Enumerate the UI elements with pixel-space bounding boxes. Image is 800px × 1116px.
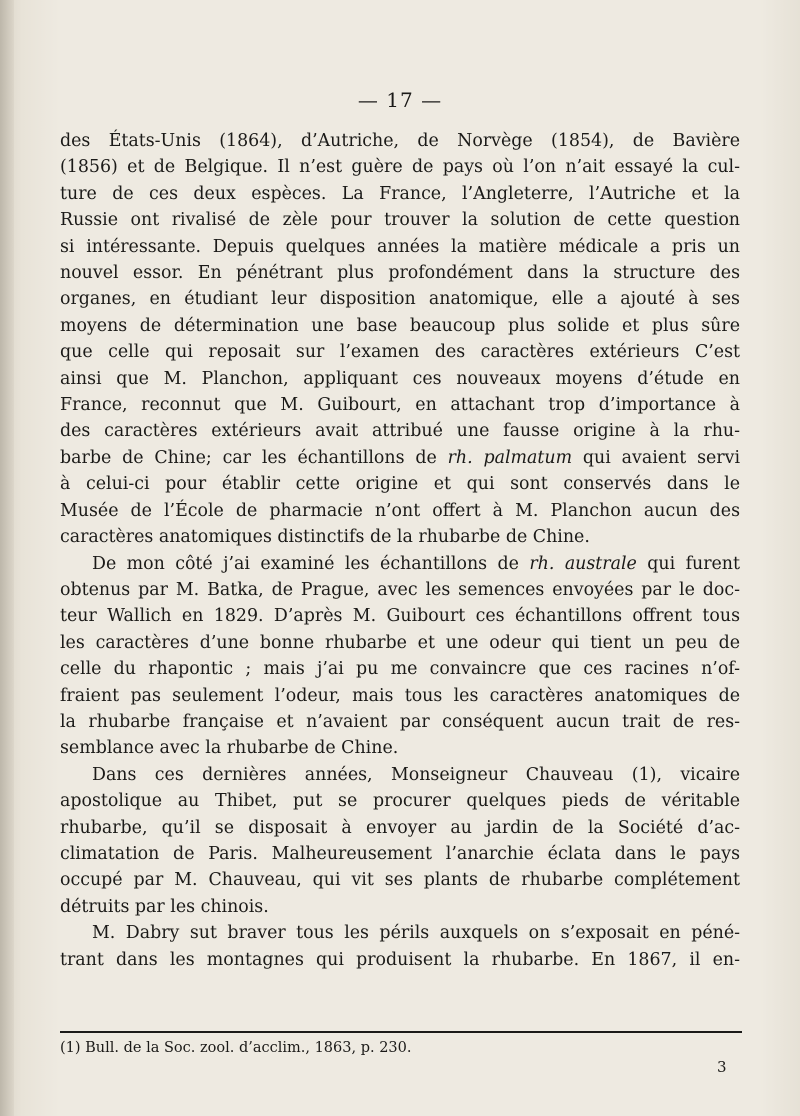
text-line: détruits par les chinois. bbox=[60, 896, 269, 917]
text-line: moyens de détermination une base beaucoup plus solide et plus sûre bbox=[60, 315, 740, 336]
text-line: celle du rhapontic ; mais j’ai pu me convaincre que ces racines n’of- bbox=[60, 659, 740, 680]
text-line: que celle qui reposait sur l’examen des caractères extérieurs C’est bbox=[60, 342, 740, 363]
text-line: trant dans les montagnes qui produisent la rhubarbe. En 1867, il en- bbox=[60, 949, 740, 970]
text-line: France, reconnut que M. Guibourt, en attachant trop d’importance à bbox=[60, 395, 740, 416]
footnote: (1) Bull. de la Soc. zool. d’acclim., 1863, p. 230. bbox=[60, 1040, 412, 1056]
species-name: rh. palmatum bbox=[447, 447, 573, 468]
text-line: des États-Unis (1864), d’Autriche, de Norvège (1854), de Bavière bbox=[60, 131, 740, 151]
text-line: caractères anatomiques distinctifs de la rhubarbe de Chine. bbox=[60, 527, 590, 548]
body-text bbox=[60, 128, 740, 973]
signature-mark: 3 bbox=[717, 1058, 727, 1076]
text-line: Dans ces dernières années, Monseigneur Chauveau (1), vicaire bbox=[92, 764, 740, 785]
text-line bbox=[60, 445, 740, 471]
text-line: obtenus par M. Batka, de Prague, avec les semences envoyées par le doc- bbox=[60, 579, 740, 600]
text-segment: qui furent bbox=[636, 553, 741, 574]
text-line: teur Wallich en 1829. D’après M. Guibourt ces échantillons offrent tous bbox=[60, 606, 740, 627]
text-line: M. Dabry sut braver tous les périls auxquels on s’exposait en péné- bbox=[92, 923, 740, 944]
text-line: ainsi que M. Planchon, appliquant ces nouveaux moyens d’étude en bbox=[60, 368, 740, 389]
text-line: climatation de Paris. Malheureusement l’anarchie éclata dans le pays bbox=[60, 843, 740, 864]
page-number-header: — 17 — bbox=[357, 88, 443, 112]
text-segment: De mon côté j’ai examiné les échantillons de bbox=[92, 553, 530, 574]
footnote-divider bbox=[60, 1031, 742, 1033]
text-segment: barbe de Chine; car les échantillons de bbox=[60, 447, 448, 468]
text-line: des caractères extérieurs avait attribué une fausse origine à la rhu- bbox=[60, 421, 740, 442]
text-line: les caractères d’une bonne rhubarbe et une odeur qui tient un peu de bbox=[60, 632, 740, 653]
text-line: Musée de l’École de pharmacie n’ont offert à M. Planchon aucun des bbox=[60, 500, 740, 521]
text-line: organes, en étudiant leur disposition anatomique, elle a ajouté à ses bbox=[60, 289, 740, 310]
text-line: fraient pas seulement l’odeur, mais tous les caractères anatomiques de bbox=[60, 685, 740, 706]
text-line bbox=[60, 551, 740, 577]
text-line: à celui-ci pour établir cette origine et qui sont conservés dans le bbox=[60, 474, 740, 495]
text-line: nouvel essor. En pénétrant plus profondément dans la structure des bbox=[60, 263, 740, 284]
text-line: si intéressante. Depuis quelques années la matière médicale a pris un bbox=[60, 236, 740, 257]
text-line: apostolique au Thibet, put se procurer quelques pieds de véritable bbox=[60, 791, 740, 812]
text-line: Russie ont rivalisé de zèle pour trouver la solution de cette question bbox=[60, 210, 740, 231]
page-binding-edge bbox=[0, 0, 14, 1116]
text-line: occupé par M. Chauveau, qui vit ses plants de rhubarbe complétement bbox=[60, 870, 740, 891]
text-line: (1856) et de Belgique. Il n’est guère de pays où l’on n’ait essayé la cul- bbox=[60, 157, 740, 178]
text-line: rhubarbe, qu’il se disposait à envoyer au jardin de la Société d’ac- bbox=[60, 817, 740, 838]
text-line: semblance avec la rhubarbe de Chine. bbox=[60, 738, 399, 759]
text-segment: qui avaient servi bbox=[572, 447, 741, 468]
species-name: rh. australe bbox=[529, 553, 637, 574]
text-line: ture de ces deux espèces. La France, l’Angleterre, l’Autriche et la bbox=[60, 183, 740, 204]
text-line: la rhubarbe française et n’avaient par conséquent aucun trait de res- bbox=[60, 711, 740, 732]
